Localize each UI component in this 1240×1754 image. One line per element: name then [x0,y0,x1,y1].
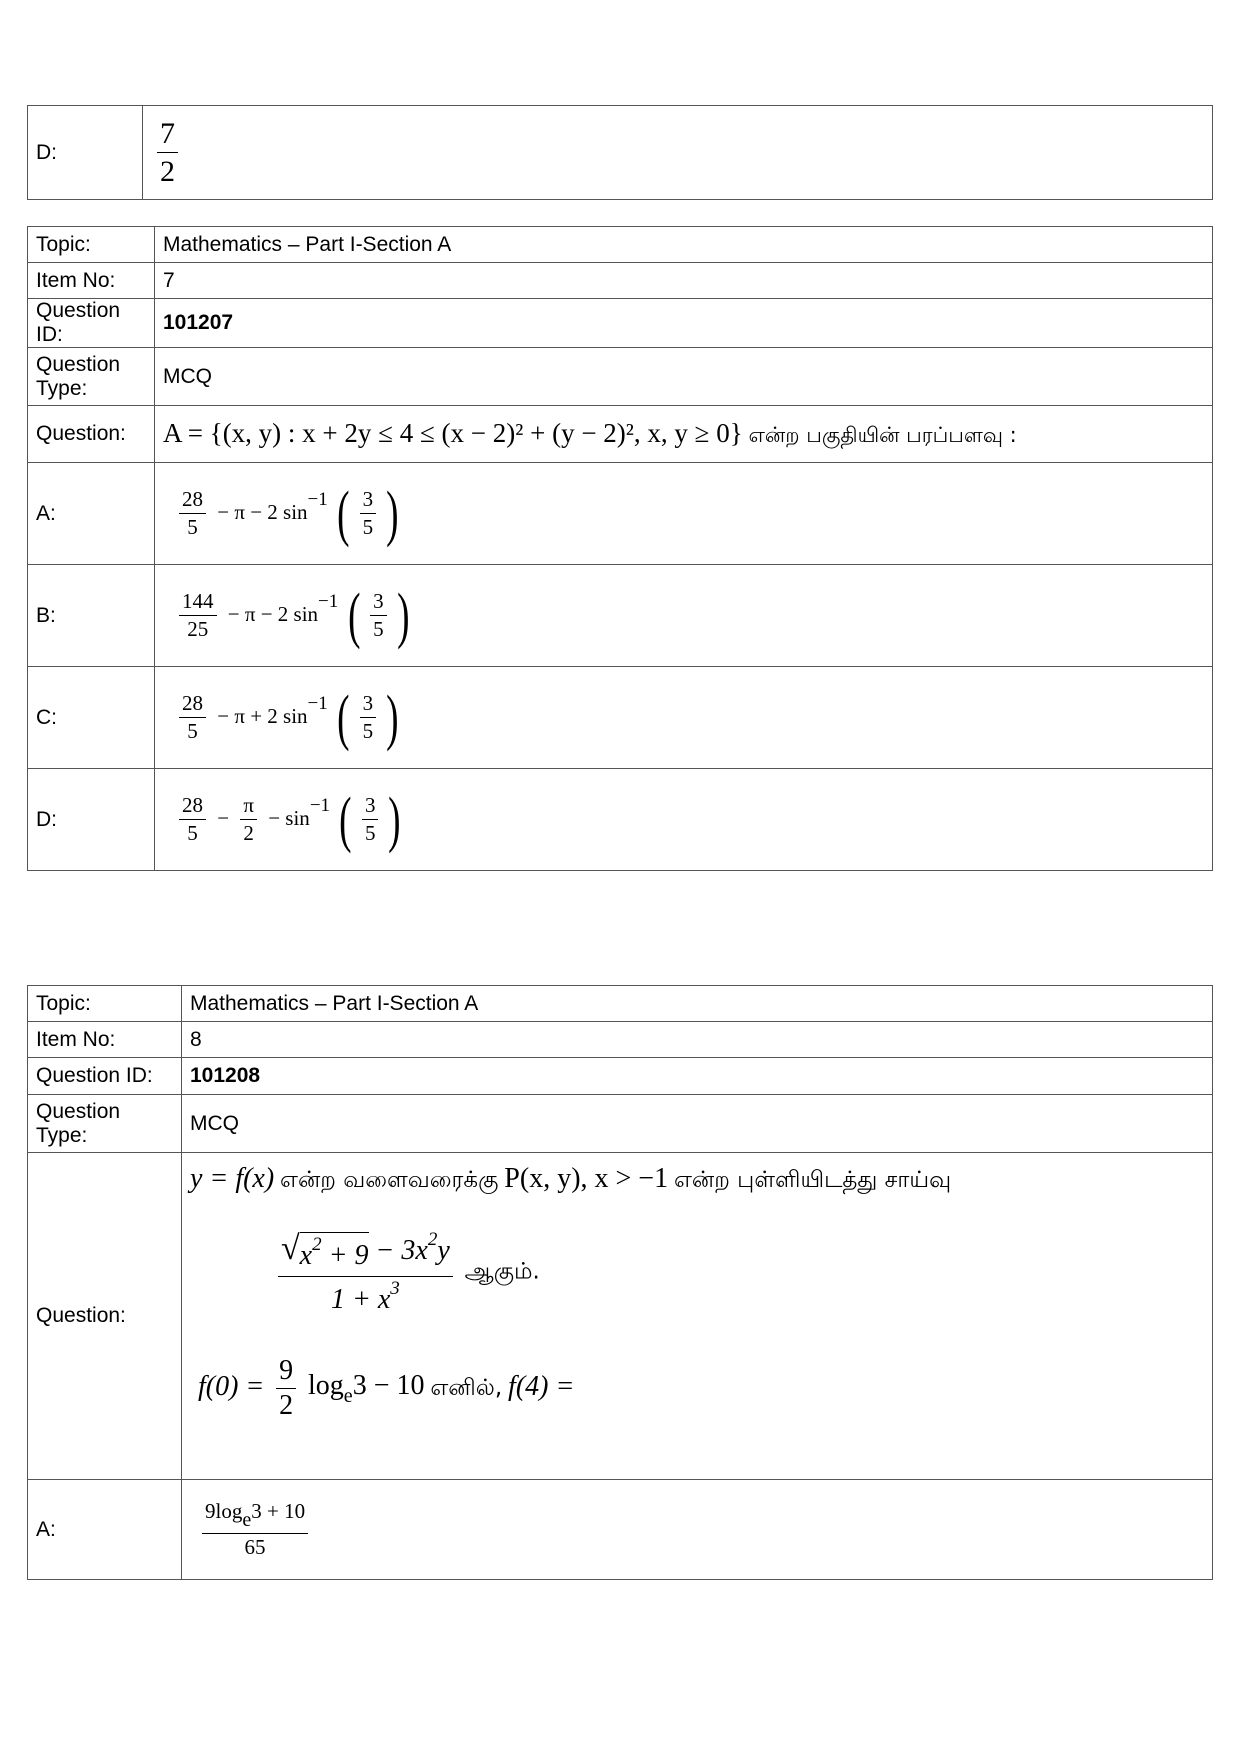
question-table-7 [27,226,1213,871]
topic-label: Topic: [28,986,182,1022]
parenthesis-group: ( $\frac{3}{5}$ ) [337,479,399,548]
question-type-value: MCQ [155,348,1213,406]
question-type-label: Question Type: [28,1095,182,1153]
fraction: $\frac{9}{2}$ [276,1356,296,1423]
question-id-value: 101207 [155,299,1213,348]
fraction: $\frac{28}{5}$ [179,794,206,845]
item-no-label: Item No: [28,1022,182,1058]
option-a-value: $\frac{28}{5}$ − π − 2 $\sin^{-1}$ ( $\frac{3}{5}$ ) [155,463,1213,565]
fraction: $\frac{\pi}{2}$ [240,794,257,845]
fragment-table [27,105,1213,200]
question-type-label: Question Type: [28,348,155,406]
item-no-value: 7 [155,263,1213,299]
fraction: $\frac{144}{25}$ [179,590,217,641]
option-d-value: $\frac{28}{5}$ − $\frac{\pi}{2}$ − $\sin^{-1}$ ( $\frac{3}{5}$ ) [155,769,1213,871]
option-a-value [182,1480,1213,1580]
fraction: √ $x^2 + 9$ − $3x^2y$ $1 + x^3$ [278,1230,453,1316]
question-label: Question: [28,1153,182,1480]
option-d-mid: − sin [268,805,310,830]
question-line-1: y = f(x) என்ற வளைவரைக்கு P(x, y), x > −1 என்ற புள்ளியிடத்து சாய்வு [190,1163,952,1194]
slope-expression: √ $x^2 + 9$ − $3x^2y$ $1 + x^3$ ஆகும். [272,1230,1204,1316]
parenthesis-group: ( $\frac{3}{5}$ ) [339,785,401,854]
option-b-value: $\frac{144}{25}$ − π − 2 $\sin^{-1}$ ( $\frac{3}{5}$ ) [155,565,1213,667]
option-b-mid: − π − 2 sin [227,601,319,626]
topic-label: Topic: [28,227,155,263]
square-root: √ $x^2 + 9$ [281,1230,369,1271]
question-id-label: Question ID: [28,1058,182,1095]
question-table-8 [27,985,1213,1580]
condition-line: f(0) = $\frac{9}{2}$ $\log_e3 - 10$ எனில், f(4) = [198,1354,575,1422]
option-d-value [143,106,1213,200]
question-math: A = {(x, y) : x + 2y ≤ 4 ≤ (x − 2)² + (y − 2)², x, y ≥ 0} [163,418,743,448]
question-text [155,406,1213,463]
option-label-c: C: [28,667,155,769]
parenthesis-group: ( $\frac{3}{5}$ ) [337,683,399,752]
option-label-d: D: [28,769,155,871]
item-no-value: 8 [182,1022,1213,1058]
parenthesis-group: ( $\frac{3}{5}$ ) [347,581,410,650]
option-label-a: A: [28,1480,182,1580]
fraction: $\frac{9\log_e3 + 10}{65}$ [202,1500,308,1559]
question-text [182,1153,1213,1480]
option-label-b: B: [28,565,155,667]
question-id-value: 101208 [182,1058,1213,1095]
topic-value: Mathematics – Part I-Section A [182,986,1213,1022]
option-a-mid: − π − 2 sin [217,499,308,524]
question-id-label: Question ID: [28,299,155,348]
option-c-mid: − π + 2 sin [217,703,308,728]
fraction: $\frac{7}{2}$ [157,117,178,188]
topic-value: Mathematics – Part I-Section A [155,227,1213,263]
question-label: Question: [28,406,155,463]
option-c-value: $\frac{28}{5}$ − π + 2 $\sin^{-1}$ ( $\frac{3}{5}$ ) [155,667,1213,769]
item-no-label: Item No: [28,263,155,299]
fraction: $\frac{28}{5}$ [179,692,206,743]
option-label-a: A: [28,463,155,565]
fraction: $\frac{28}{5}$ [179,488,206,539]
option-label-d: D: [28,106,143,200]
question-type-value: MCQ [182,1095,1213,1153]
question-tamil: என்ற பகுதியின் பரப்பளவு : [748,423,1017,447]
